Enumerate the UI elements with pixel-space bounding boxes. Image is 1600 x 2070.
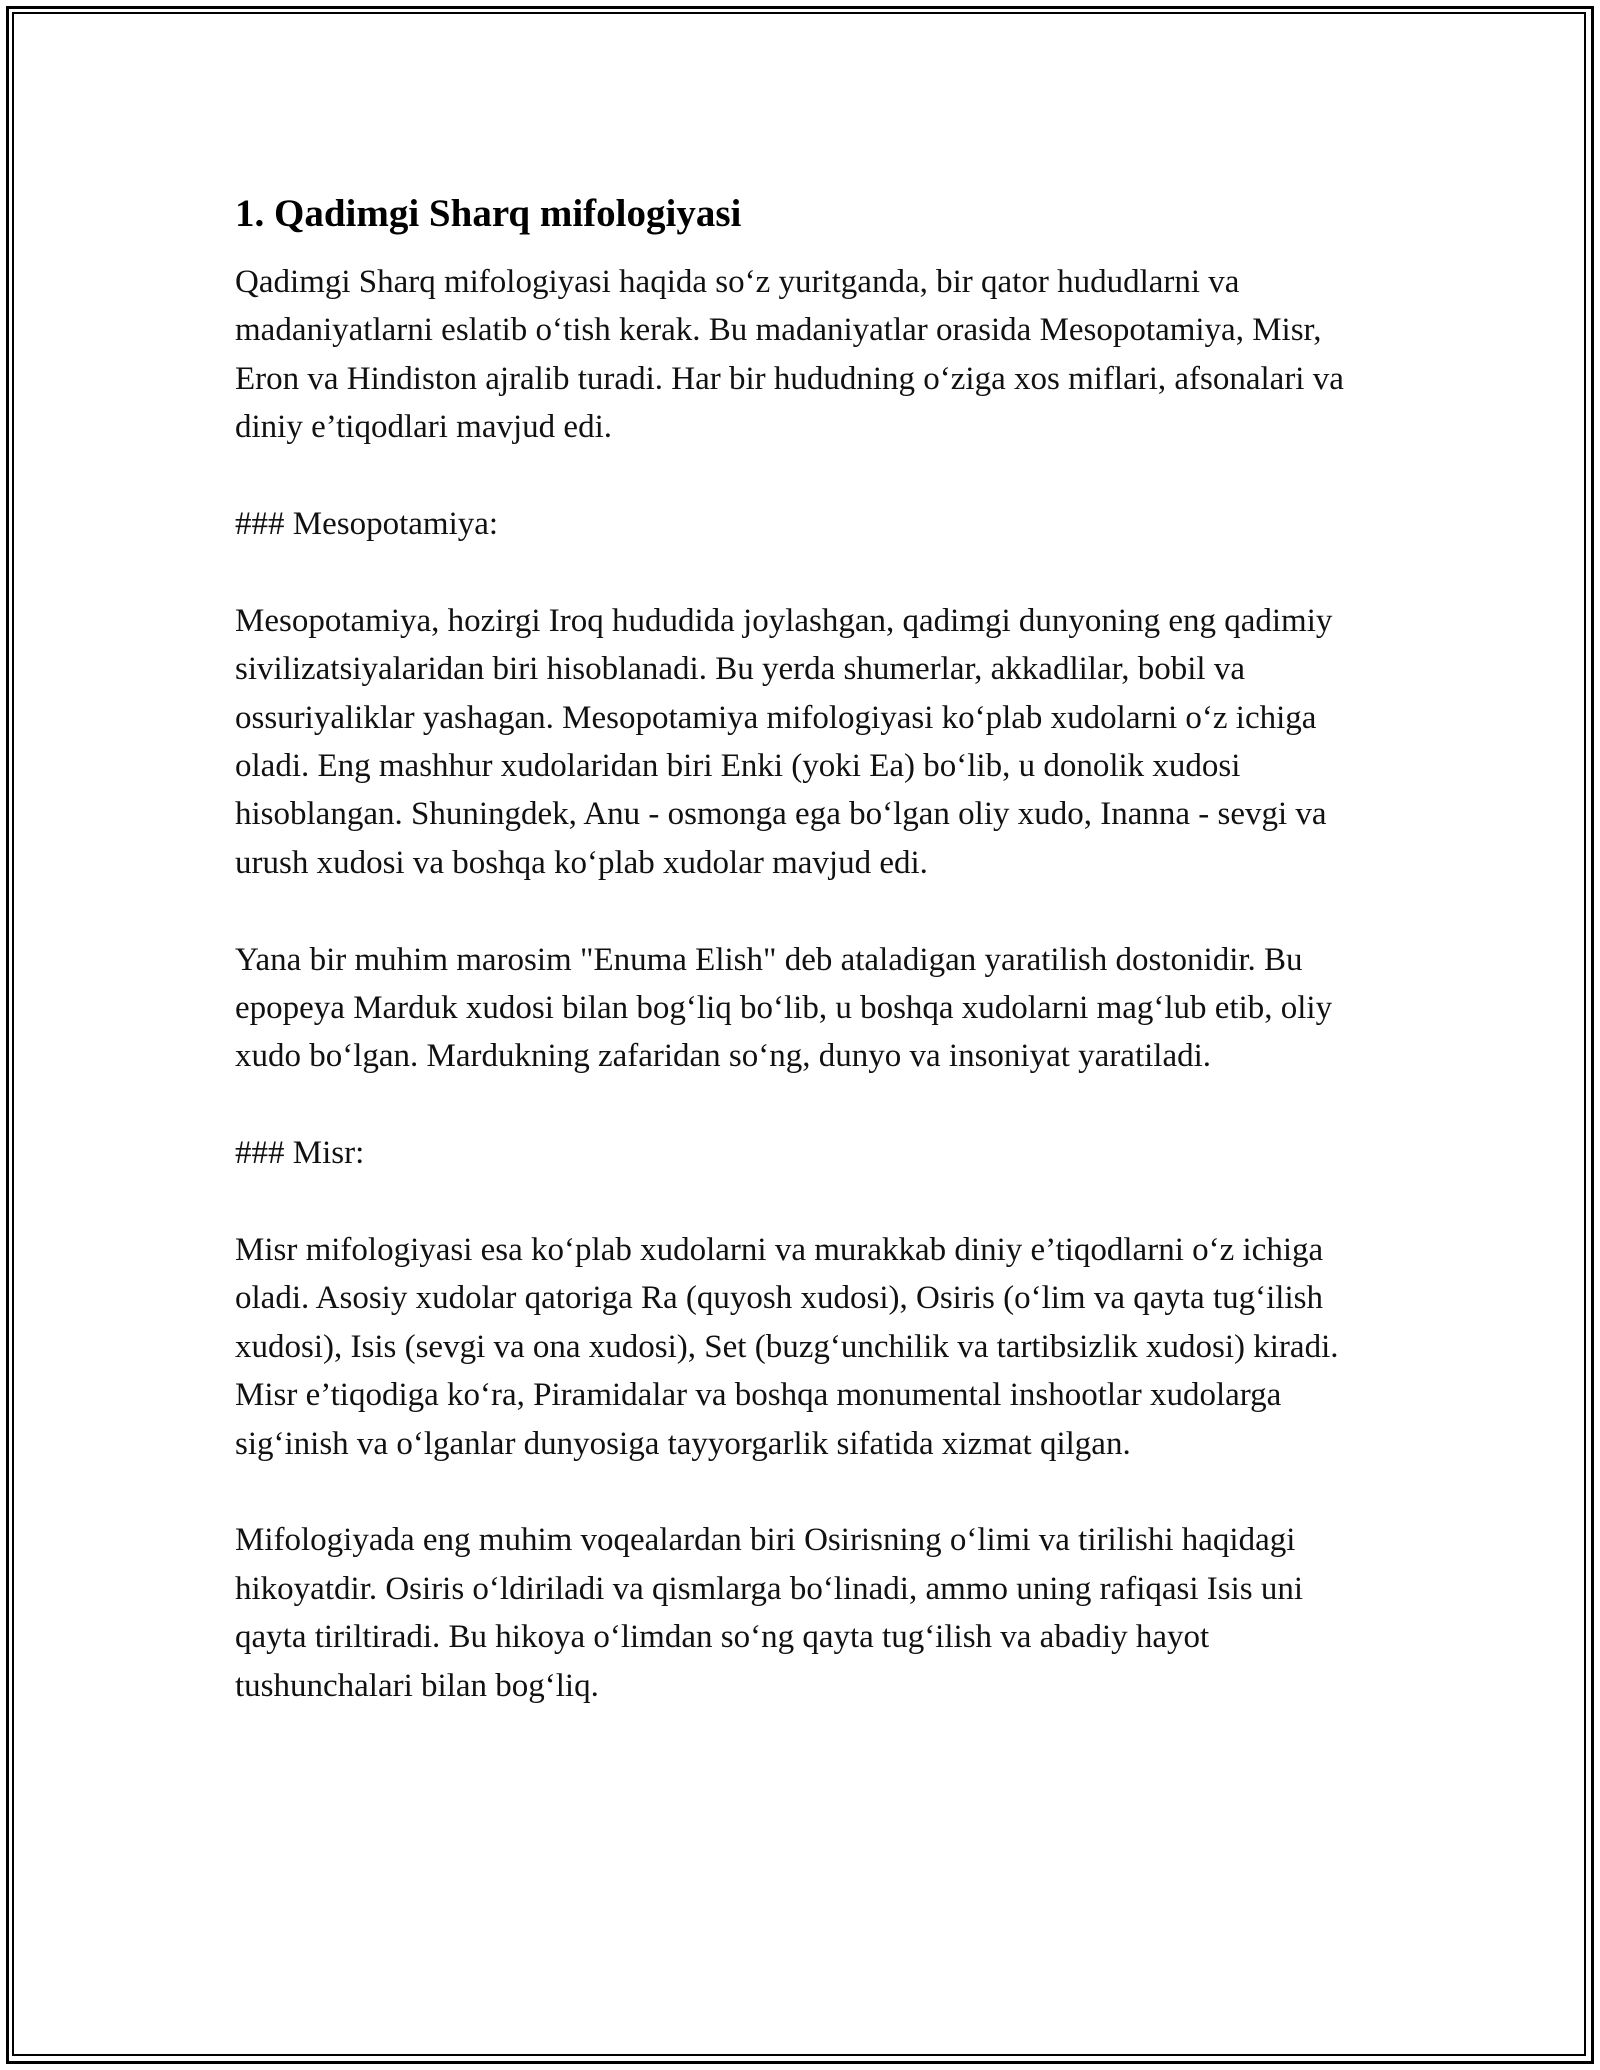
mesopotamiya-paragraph: Mesopotamiya, hozirgi Iroq hududida joylashgan, qadimgi dunyoning eng qadimiy sivilizatsiyalaridan biri hisoblanadi. Bu yerda shumerlar, akkadlilar, bobil va ossuriyaliklar yashagan. Mesopotamiya mifologiyasi ko‘plab xudolarni o‘z ichiga oladi. Eng mashhur xudolaridan biri Enki (yoki Ea) bo‘lib, u donolik xudosi hisoblangan. Shuningdek, Anu - osmonga ega bo‘lgan oliy xudo, Inanna - sevgi va urush xudosi va boshqa ko‘plab xudolar mavjud edi.	[235, 602, 1333, 881]
document-body	[235, 186, 1370, 1710]
paragraph-gap	[235, 1468, 1370, 1516]
osiris-paragraph: Mifologiyada eng muhim voqealardan biri Osirisning o‘limi va tirilishi haqidagi hikoyatdir. Osiris o‘ldiriladi va qismlarga bo‘linadi, ammo uning rafiqasi Isis uni qayta tiriltiradi. Bu hikoya o‘limdan so‘ng qayta tug‘ilish va abadiy hayot tushunchalari bilan bog‘liq.	[235, 1522, 1304, 1704]
paragraph-gap	[235, 452, 1370, 500]
paragraph-gap	[235, 1178, 1370, 1226]
section-title: 1. Qadimgi Sharq mifologiyasi	[235, 192, 742, 235]
paragraph-gap	[235, 548, 1370, 596]
intro-paragraph: Qadimgi Sharq mifologiyasi haqida so‘z yuritganda, bir qator hududlarni va madaniyatlarni eslatib o‘tish kerak. Bu madaniyatlar orasida Mesopotamiya, Misr, Eron va Hindiston ajralib turadi. Har bir hududning o‘ziga xos miflari, afsonalari va diniy e’tiqodlari mavjud edi.	[235, 264, 1344, 446]
misr-paragraph: Misr mifologiyasi esa ko‘plab xudolarni va murakkab diniy e’tiqodlarni o‘z ichiga oladi. Asosiy xudolar qatoriga Ra (quyosh xudosi), Osiris (o‘lim va qayta tug‘ilish xudosi), Isis (sevgi va ona xudosi), Set (buzg‘unchilik va tartibsizlik xudosi) kiradi. Misr e’tiqodiga ko‘ra, Piramidalar va boshqa monumental inshootlar xudolarga sig‘inish va o‘lganlar dunyosiga tayyorgarlik sifatida xizmat qilgan.	[235, 1232, 1339, 1462]
enuma-elish-paragraph: Yana bir muhim marosim "Enuma Elish" deb ataladigan yaratilish dostonidir. Bu epopeya Marduk xudosi bilan bog‘liq bo‘lib, u boshqa xudolarni mag‘lub etib, oliy xudo bo‘lgan. Mardukning zafaridan so‘ng, dunyo va insoniyat yaratiladi.	[235, 941, 1333, 1075]
subheading-mesopotamiya: ### Mesopotamiya:	[235, 506, 499, 543]
paragraph-gap	[235, 1081, 1370, 1129]
subheading-misr: ### Misr:	[235, 1135, 365, 1172]
paragraph-gap	[235, 887, 1370, 935]
